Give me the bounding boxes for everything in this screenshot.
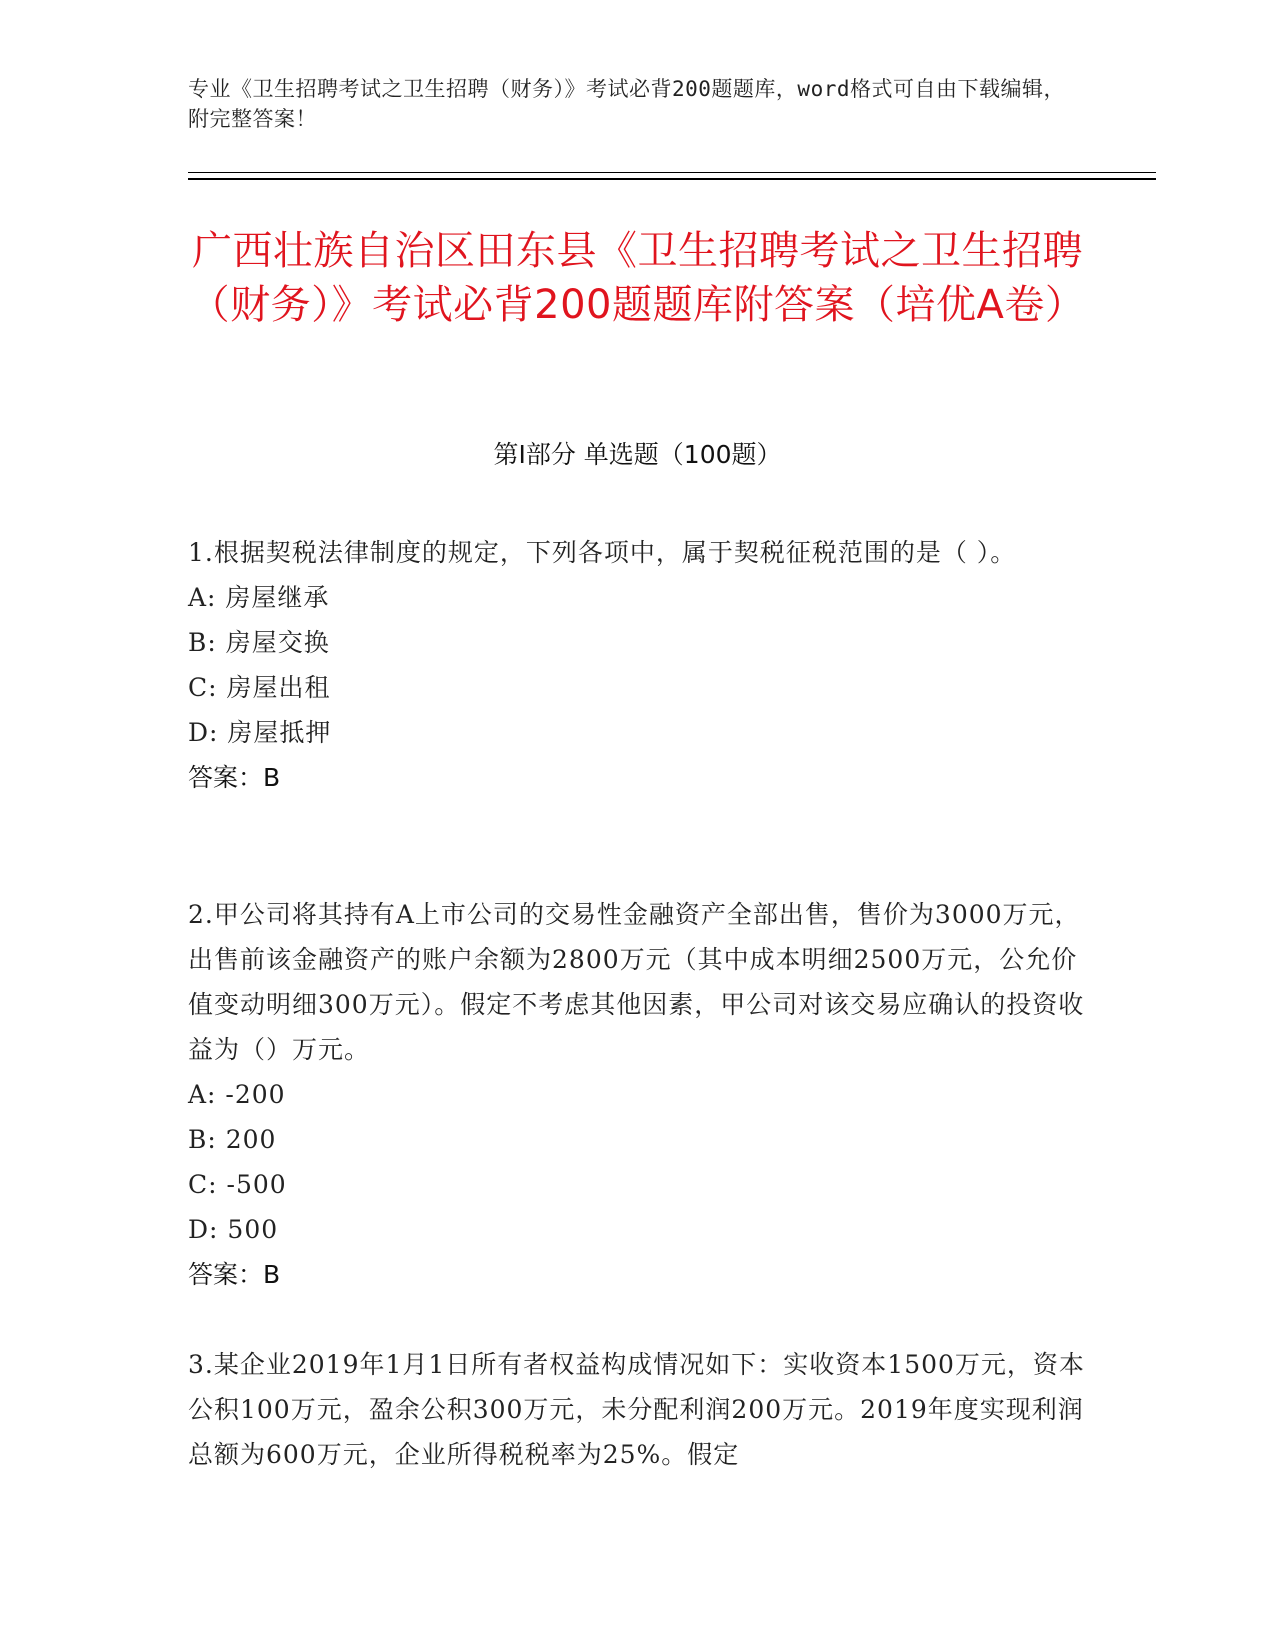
option-a: A: -200 (188, 1080, 286, 1109)
header-note: 专业《卫生招聘考试之卫生招聘（财务）》考试必背200题题库，word格式可自由下载编辑，附完整答案！ (188, 77, 1065, 131)
option-c: C: -500 (188, 1170, 287, 1199)
question-2 (188, 892, 1088, 1297)
header-divider-thick (188, 178, 1156, 180)
option-d: D: 500 (188, 1215, 279, 1244)
question-1 (188, 530, 1088, 800)
header-divider-thin (188, 172, 1156, 173)
document-title: 广西壮族自治区田东县《卫生招聘考试之卫生招聘（财务）》考试必背200题题库附答案（培优A卷） (189, 228, 1086, 328)
question-stem: 2.甲公司将其持有A上市公司的交易性金融资产全部出售，售价为3000万元，出售前该金融资产的账户余额为2800万元（其中成本明细2500万元，公允价值变动明细300万元）。假定不考虑其他因素，甲公司对该交易应确认的投资收益为（）万元。 (188, 900, 1085, 1064)
question-3 (188, 1342, 1088, 1477)
option-d: D: 房屋抵押 (188, 718, 332, 747)
option-b: B: 房屋交换 (188, 628, 330, 657)
option-a: A: 房屋继承 (188, 583, 330, 612)
section-heading: 第Ⅰ部分 单选题（100题） (493, 440, 782, 469)
answer: 答案：B (188, 1260, 281, 1289)
answer: 答案：B (188, 763, 281, 792)
option-c: C: 房屋出租 (188, 673, 331, 702)
question-stem: 3.某企业2019年1月1日所有者权益构成情况如下：实收资本1500万元，资本公积100万元，盈余公积300万元，未分配利润200万元。2019年度实现利润总额为600万元，企业所得税税率为25%。假定 (188, 1350, 1085, 1469)
option-b: B: 200 (188, 1125, 277, 1154)
question-stem: 1.根据契税法律制度的规定，下列各项中，属于契税征税范围的是（ ）。 (188, 538, 1017, 567)
